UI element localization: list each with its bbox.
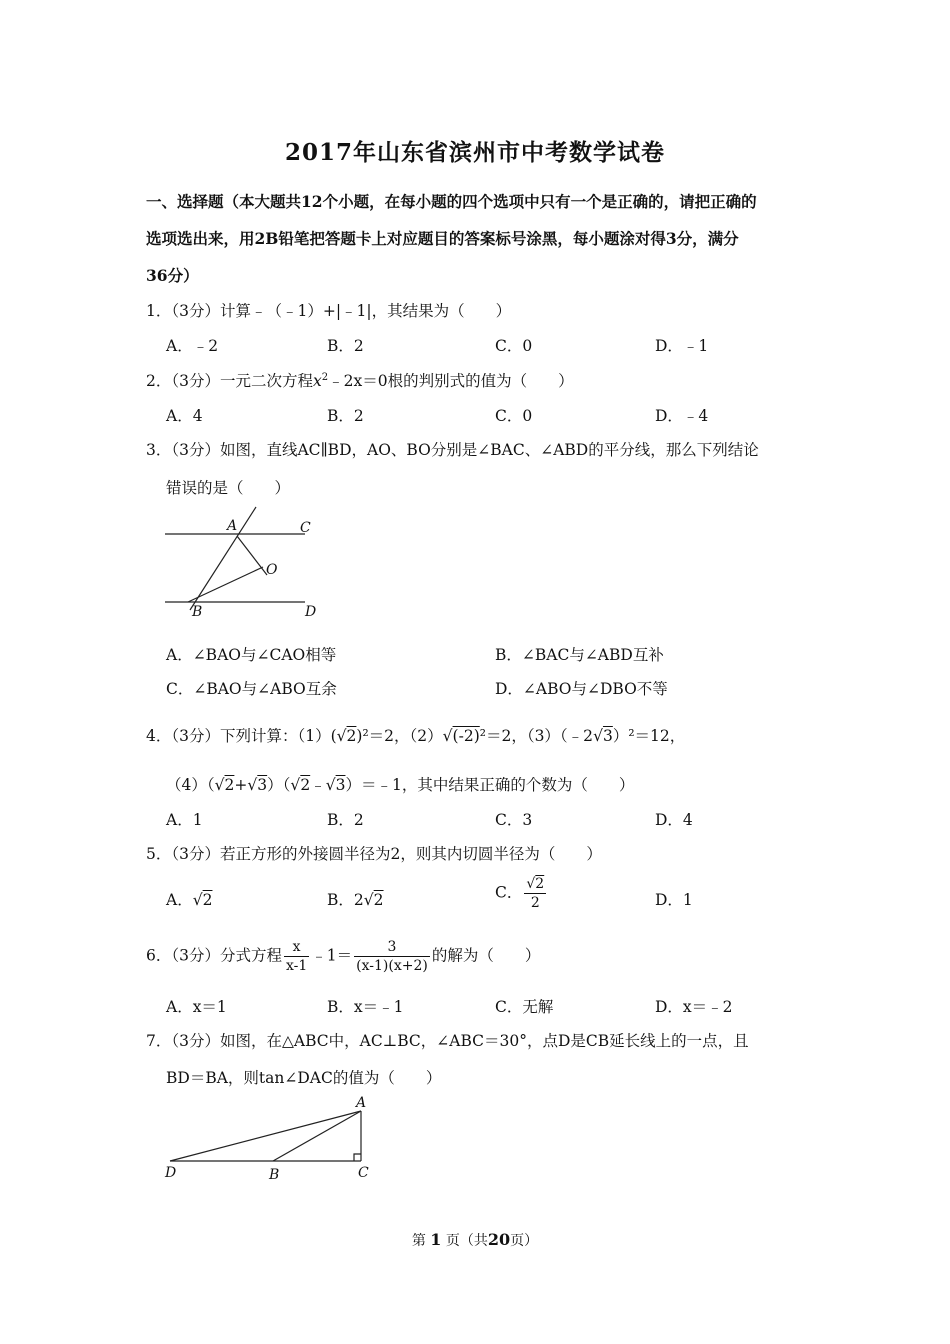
right-angle-mark xyxy=(354,1154,361,1161)
q6-stem: 6．（3分）分式方程 $\frac{x}{x-1}$ ﹣1＝ $\frac{3}{(x-1)(x+2)}$ 的解为（ ） xyxy=(146,939,541,974)
q3-option-c: C．∠BAO与∠ABO互余 xyxy=(166,680,337,698)
q2-option-c: C．0 xyxy=(495,407,533,425)
q6-option-a: A．x＝1 xyxy=(166,998,227,1016)
q4-option-d: D．4 xyxy=(655,811,693,829)
q5-stem: 5．（3分）若正方形的外接圆半径为2，则其内切圆半径为（ ） xyxy=(146,845,602,863)
section-instruction-line3: 36分） xyxy=(146,266,199,285)
q5-option-c: C． $\frac{√2}{2}$ xyxy=(495,876,545,911)
q7-label-a: A xyxy=(356,1095,367,1111)
q5-option-d: D．1 xyxy=(655,891,693,909)
section-instruction-line1: 一、选择题（本大题共12个小题，在每小题的四个选项中只有一个是正确的，请把正确的 xyxy=(146,192,757,211)
q3-label-o: O xyxy=(266,562,278,578)
q1-option-d: D．﹣1 xyxy=(655,337,709,355)
q6-option-d: D．x＝﹣2 xyxy=(655,998,733,1016)
q7-figure xyxy=(160,1093,385,1185)
q5-option-b: B．2√2 xyxy=(327,891,384,909)
q6-option-c: C．无解 xyxy=(495,998,554,1016)
q4-option-c: C．3 xyxy=(495,811,533,829)
page-footer: 第 1 页（共20页） xyxy=(411,1230,539,1249)
q4-option-a: A．1 xyxy=(166,811,203,829)
q7-stem-line1: 7．（3分）如图，在△ABC中，AC⊥BC，∠ABC＝30°，点D是CB延长线上的一点，且 xyxy=(146,1032,749,1050)
q4-option-b: B．2 xyxy=(327,811,364,829)
q3-label-b: B xyxy=(192,604,203,620)
q1-option-a: A．﹣2 xyxy=(166,337,219,355)
q3-label-c: C xyxy=(300,520,311,536)
q1-option-b: B．2 xyxy=(327,337,364,355)
segment-ba xyxy=(273,1111,361,1161)
q6-option-b: B．x＝﹣1 xyxy=(327,998,404,1016)
section-instruction-line2: 选项选出来，用2B铅笔把答题卡上对应题目的答案标号涂黑，每小题涂对得3分，满分 xyxy=(146,229,739,248)
q3-stem-line2: 错误的是（ ） xyxy=(166,479,291,497)
q3-label-d: D xyxy=(305,604,317,620)
q2-option-a: A．4 xyxy=(166,407,203,425)
q7-label-c: C xyxy=(358,1165,369,1181)
q2-option-b: B．2 xyxy=(327,407,364,425)
q4-stem-line1: 4．（3分）下列计算：（1）(√2)²＝2，（2）√(-2)²＝2，（3）（﹣2√3）²＝12， xyxy=(146,727,686,745)
segment-ao xyxy=(237,536,267,575)
segment-da xyxy=(170,1111,361,1161)
q3-stem-line1: 3．（3分）如图，直线AC∥BD，AO、BO分别是∠BAC、∠ABD的平分线，那么下列结论 xyxy=(146,441,759,459)
q3-option-a: A．∠BAO与∠CAO相等 xyxy=(166,646,337,664)
q1-option-c: C．0 xyxy=(495,337,533,355)
line-ba xyxy=(190,507,256,610)
q7-stem-line2: BD＝BA，则tan∠DAC的值为（ ） xyxy=(166,1069,442,1087)
q2-option-d: D．﹣4 xyxy=(655,407,709,425)
q3-label-a: A xyxy=(227,518,238,534)
segment-bo xyxy=(188,567,263,602)
page-total: 20 xyxy=(487,1230,511,1249)
q2-stem: 2．（3分）一元二次方程$x^2﹣2x=0$根的判别式的值为（ ） xyxy=(146,371,574,390)
q7-label-b: B xyxy=(269,1167,280,1183)
q4-stem-line2: （4）（√2+√3）（√2﹣√3）＝﹣1，其中结果正确的个数为（ ） xyxy=(166,776,635,794)
q3-figure xyxy=(160,505,330,620)
page-title: 2017年山东省滨州市中考数学试卷 xyxy=(284,139,665,166)
q5-option-a: A．√2 xyxy=(166,891,213,909)
q3-option-d: D．∠ABO与∠DBO不等 xyxy=(495,680,668,698)
page-number: 1 xyxy=(430,1230,442,1249)
q3-option-b: B．∠BAC与∠ABD互补 xyxy=(495,646,664,664)
q7-label-d: D xyxy=(165,1165,177,1181)
q1-stem: 1．（3分）计算﹣（﹣1）+|﹣1|，其结果为（ ） xyxy=(146,302,512,320)
